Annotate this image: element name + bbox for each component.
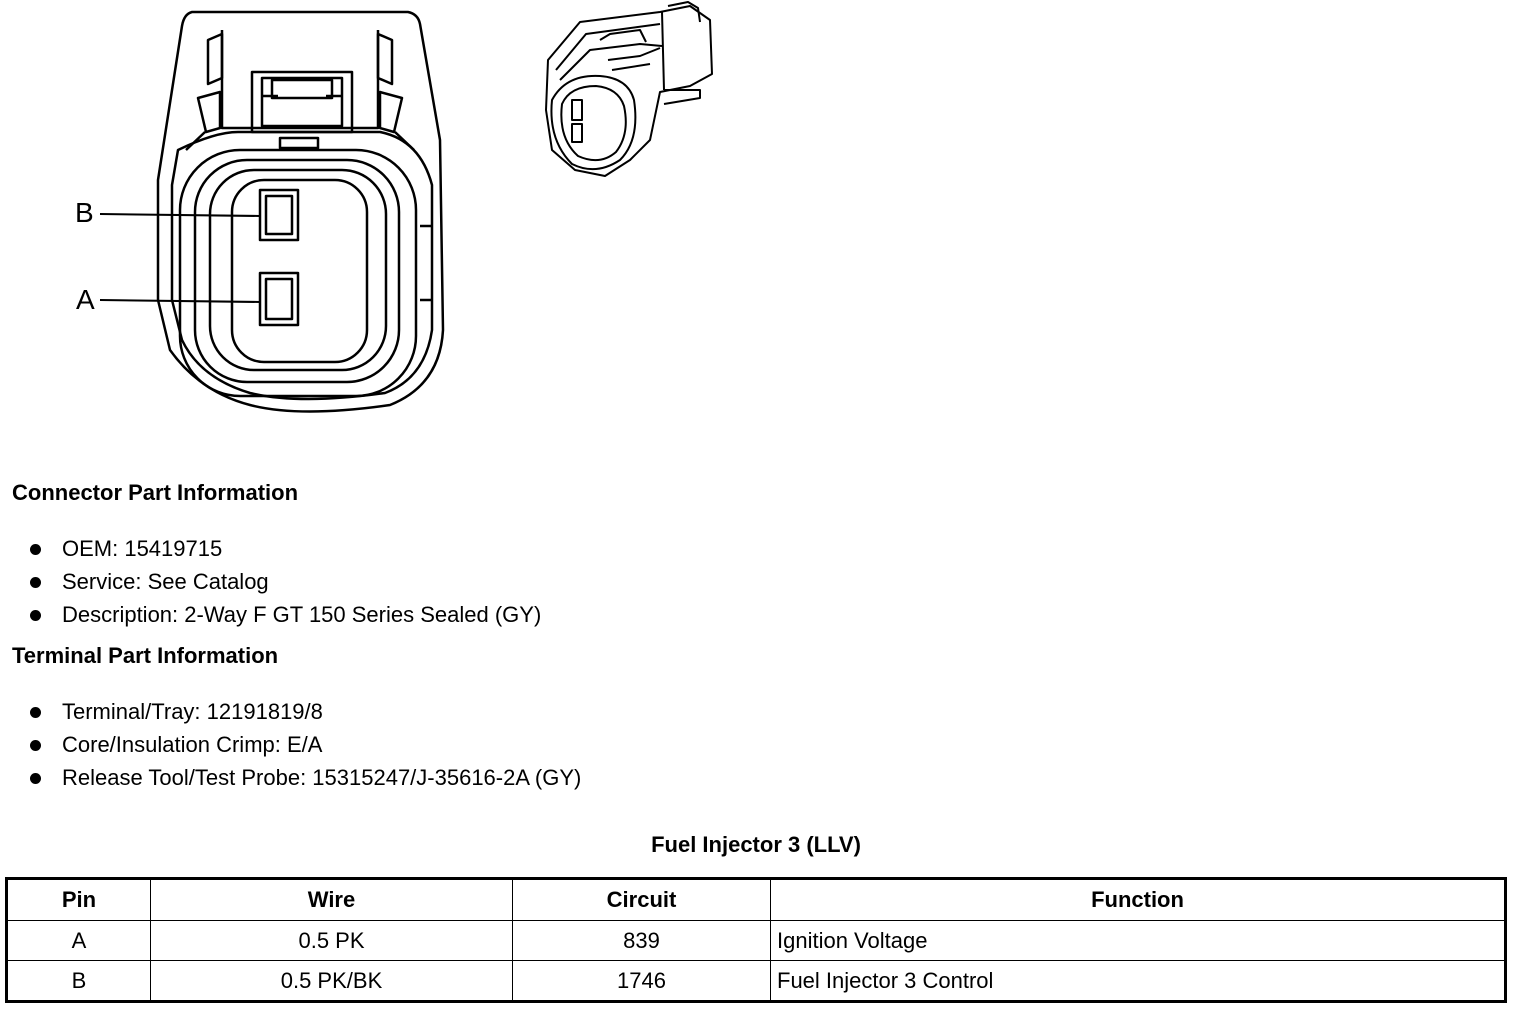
cell-circuit: 1746 bbox=[513, 961, 771, 1002]
cell-pin: B bbox=[7, 961, 151, 1002]
pin-label-b: B bbox=[75, 197, 94, 228]
list-item: Service: See Catalog bbox=[28, 565, 541, 598]
pin-label-a: A bbox=[76, 284, 95, 315]
table-header-row bbox=[7, 879, 1506, 921]
list-item: Description: 2-Way F GT 150 Series Sealed (GY) bbox=[28, 598, 541, 631]
terminal-part-info-list bbox=[28, 695, 581, 794]
table-title: Fuel Injector 3 (LLV) bbox=[651, 832, 861, 857]
list-item: OEM: 15419715 bbox=[28, 532, 541, 565]
list-item: Core/Insulation Crimp: E/A bbox=[28, 728, 581, 761]
table-row bbox=[7, 921, 1506, 961]
column-header-circuit: Circuit bbox=[513, 879, 771, 921]
cell-circuit: 839 bbox=[513, 921, 771, 961]
list-item: Terminal/Tray: 12191819/8 bbox=[28, 695, 581, 728]
column-header-function: Function bbox=[771, 879, 1506, 921]
connector-part-info-list bbox=[28, 532, 541, 631]
connector-part-info-heading: Connector Part Information bbox=[12, 480, 299, 505]
list-item: Release Tool/Test Probe: 15315247/J-35616-2A (GY) bbox=[28, 761, 581, 794]
column-header-pin: Pin bbox=[7, 879, 151, 921]
cell-function: Fuel Injector 3 Control bbox=[771, 961, 1506, 1002]
column-header-wire: Wire bbox=[151, 879, 513, 921]
cell-function: Ignition Voltage bbox=[771, 921, 1506, 961]
connector-face-drawing bbox=[0, 0, 720, 420]
table-row bbox=[7, 961, 1506, 1002]
cell-wire: 0.5 PK/BK bbox=[151, 961, 513, 1002]
terminal-part-info-heading: Terminal Part Information bbox=[12, 643, 279, 668]
pin-table bbox=[5, 877, 1507, 1003]
cell-wire: 0.5 PK bbox=[151, 921, 513, 961]
cell-pin: A bbox=[7, 921, 151, 961]
